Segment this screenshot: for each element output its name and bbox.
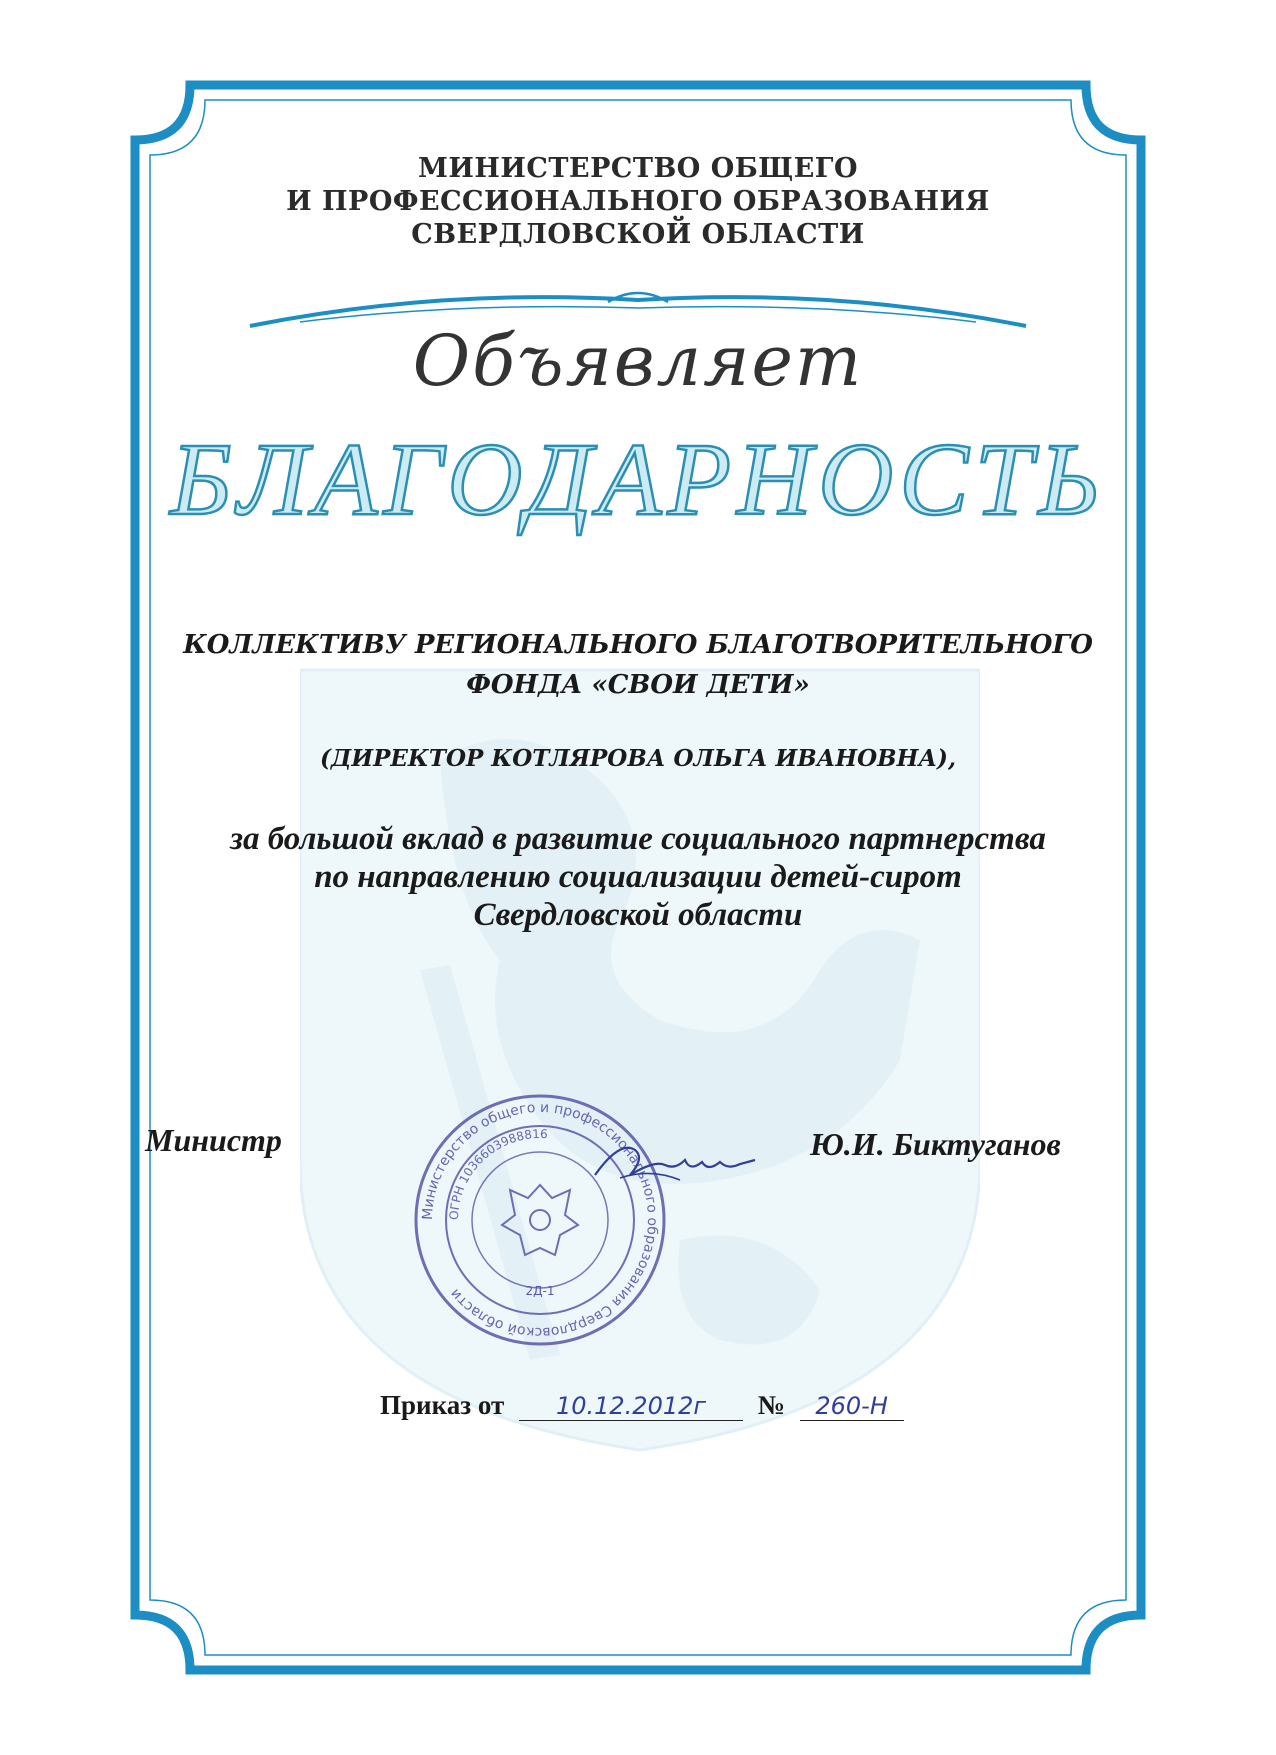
order-date: 10.12.2012г	[519, 1392, 743, 1421]
ministry-header	[0, 152, 1276, 251]
order-number: 260-Н	[800, 1392, 904, 1421]
director-line: (ДИРЕКТОР КОТЛЯРОВА ОЛЬГА ИВАНОВНА),	[320, 745, 956, 772]
minister-title: Министр	[145, 1122, 282, 1158]
order-number-label: №	[757, 1390, 785, 1420]
order-line	[380, 1390, 904, 1421]
order-label: Приказ от	[380, 1390, 505, 1420]
reason-line-1: за большой вклад в развитие социального партнерства	[230, 821, 1046, 857]
stamp-outer-text: Министерство общего и профессионального образования Свердловской области	[419, 1099, 661, 1341]
coat-of-arms-icon	[502, 1185, 578, 1255]
handwritten-signature	[590, 1120, 760, 1200]
reason-block	[0, 820, 1276, 934]
recipient-line-1: КОЛЛЕКТИВУ РЕГИОНАЛЬНОГО БЛАГОТВОРИТЕЛЬНОГО	[183, 630, 1093, 660]
ministry-line-2: И ПРОФЕССИОНАЛЬНОГО ОБРАЗОВАНИЯ	[286, 186, 990, 217]
ministry-line-3: СВЕРДЛОВСКОЙ ОБЛАСТИ	[411, 219, 865, 250]
reason-line-2: по направлению социализации детей-сирот	[314, 859, 962, 895]
recipient-line-2: ФОНДА «СВОИ ДЕТИ»	[466, 670, 810, 700]
recipient-block	[0, 625, 1276, 705]
stamp-inner-text: ОГРН 1036603988816	[446, 1126, 549, 1221]
ministry-line-1: МИНИСТЕРСТВО ОБЩЕГО	[418, 153, 858, 184]
minister-name: Ю.И. Биктуганов	[810, 1126, 1061, 1162]
stamp-center-text: 2Д-1	[525, 1284, 555, 1298]
gratitude-heading: БЛАГОДАРНОСТЬ	[170, 422, 1106, 537]
reason-line-3: Свердловской области	[473, 897, 803, 933]
announces-heading: Объявляет	[412, 320, 864, 402]
